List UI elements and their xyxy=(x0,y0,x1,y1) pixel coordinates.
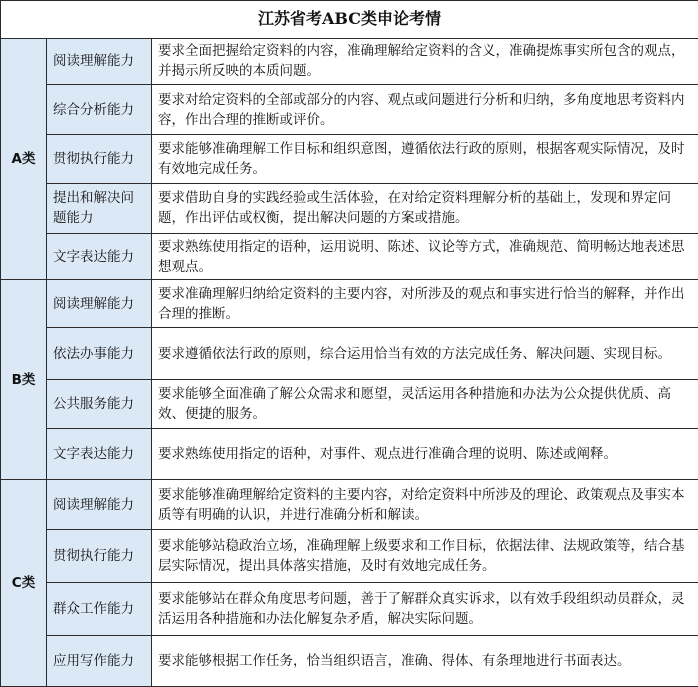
ability-row xyxy=(1,530,698,583)
ability-row xyxy=(1,583,698,636)
ability-row xyxy=(1,135,698,184)
ability-row xyxy=(1,85,698,135)
ability-row xyxy=(1,328,698,380)
ability-requirement: 要求借助自身的实践经验或生活体验，在对给定资料理解分析的基础上，发现和界定问题，作出评估或权衡，提出解决问题的方案或措施。 xyxy=(152,183,698,233)
ability-name: 贯彻执行能力 xyxy=(47,530,152,583)
ability-requirement: 要求熟练使用指定的语种，对事件、观点进行准确合理的说明、陈述或阐释。 xyxy=(152,428,698,479)
ability-name: 群众工作能力 xyxy=(47,583,152,636)
ability-requirement: 要求对给定资料的全部或部分的内容、观点或问题进行分析和归纳，多角度地思考资料内容，作出合理的推断或评价。 xyxy=(152,85,698,135)
category-label: A类 xyxy=(1,38,47,280)
ability-name: 阅读理解能力 xyxy=(47,280,152,328)
ability-row xyxy=(1,38,698,85)
ability-name: 贯彻执行能力 xyxy=(47,135,152,184)
ability-row xyxy=(1,636,698,687)
ability-name: 提出和解决问题能力 xyxy=(47,183,152,233)
ability-row xyxy=(1,280,698,328)
ability-requirement: 要求遵循依法行政的原则，综合运用恰当有效的方法完成任务、解决问题、实现目标。 xyxy=(152,328,698,380)
ability-row xyxy=(1,428,698,479)
category-label: C类 xyxy=(1,479,47,686)
ability-name: 公共服务能力 xyxy=(47,380,152,429)
ability-requirement: 要求准确理解归纳给定资料的主要内容，对所涉及的观点和事实进行恰当的解释，并作出合理的推断。 xyxy=(152,280,698,328)
table-title: 江苏省考ABC类申论考情 xyxy=(1,1,698,39)
ability-name: 依法办事能力 xyxy=(47,328,152,380)
table-body xyxy=(1,1,698,687)
ability-requirement: 要求全面把握给定资料的内容，准确理解给定资料的含义，准确提炼事实所包含的观点，并揭示所反映的本质问题。 xyxy=(152,38,698,85)
ability-name: 综合分析能力 xyxy=(47,85,152,135)
ability-requirement: 要求能够根据工作任务，恰当组织语言，准确、得体、有条理地进行书面表达。 xyxy=(152,636,698,687)
ability-name: 阅读理解能力 xyxy=(47,38,152,85)
ability-requirement: 要求能够准确理解给定资料的主要内容，对给定资料中所涉及的理论、政策观点及事实本质等有明确的认识，并进行准确分析和解读。 xyxy=(152,479,698,530)
ability-requirement: 要求能够站稳政治立场，准确理解上级要求和工作目标，依据法律、法规政策等，结合基层实际情况，提出具体落实措施，及时有效地完成任务。 xyxy=(152,530,698,583)
ability-requirement: 要求能够全面准确了解公众需求和愿望，灵活运用各种措施和办法为公众提供优质、高效、便捷的服务。 xyxy=(152,380,698,429)
ability-row xyxy=(1,380,698,429)
ability-name: 文字表达能力 xyxy=(47,428,152,479)
ability-name: 文字表达能力 xyxy=(47,233,152,280)
ability-requirement: 要求能够站在群众角度思考问题，善于了解群众真实诉求，以有效手段组织动员群众，灵活运用各种措施和办法化解复杂矛盾，解决实际问题。 xyxy=(152,583,698,636)
ability-row xyxy=(1,233,698,280)
ability-row xyxy=(1,479,698,530)
ability-requirement: 要求能够准确理解工作目标和组织意图，遵循依法行政的原则，根据客观实际情况，及时有效地完成任务。 xyxy=(152,135,698,184)
ability-row xyxy=(1,183,698,233)
ability-requirement: 要求熟练使用指定的语种，运用说明、陈述、议论等方式，准确规范、简明畅达地表述思想观点。 xyxy=(152,233,698,280)
ability-name: 应用写作能力 xyxy=(47,636,152,687)
category-label: B类 xyxy=(1,280,47,479)
title-row xyxy=(1,1,698,39)
ability-name: 阅读理解能力 xyxy=(47,479,152,530)
